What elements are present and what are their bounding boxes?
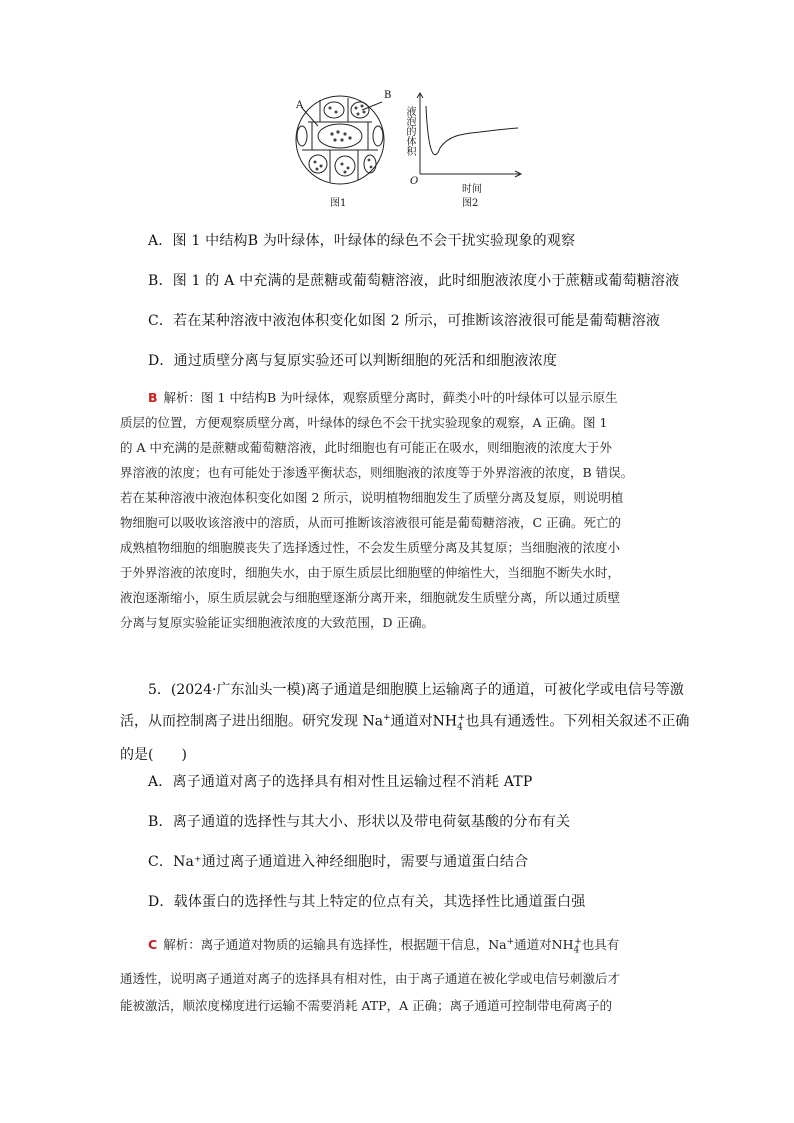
analysis-line: 能被激活，顺浓度梯度进行运输不需要消耗 ATP，A 正确；离子通道可控制带电荷离子的 bbox=[120, 997, 613, 1013]
caption-1: 图1 bbox=[330, 198, 347, 209]
label-a: A bbox=[296, 100, 304, 111]
analysis-line: 成熟植物细胞的细胞膜丧失了选择透过性，不会发生质壁分离及其复原；当细胞液的浓度小 bbox=[120, 540, 621, 555]
q4-analysis bbox=[120, 385, 676, 635]
q5-option-b: B．离子通道的选择性与其大小、形状以及带电荷氨基酸的分布有关 bbox=[148, 814, 571, 830]
q4-option-c: C．若在某种溶液中液泡体积变化如图 2 所示，可推断该溶液很可能是葡萄糖溶液 bbox=[148, 313, 661, 329]
q5-option-a: A．离子通道对离子的选择具有相对性且运输过程不消耗 ATP bbox=[148, 774, 533, 790]
origin-label: O bbox=[410, 176, 419, 187]
q5-line: 活，从而控制离子进出细胞。研究发现 Na+通道对$NH_4^+$也具有通透性。下列相关叙述不正确 bbox=[120, 713, 690, 733]
q5-option-d: D．载体蛋白的选择性与其上特定的位点有关，其选择性比通道蛋白强 bbox=[148, 894, 586, 910]
answer-letter: C bbox=[148, 937, 158, 953]
analysis-line: 质层的位置，方便观察质壁分离，叶绿体的绿色不会干扰实验现象的观察，A 正确。图 1 bbox=[120, 415, 608, 430]
figure bbox=[290, 92, 530, 208]
analysis-line bbox=[120, 385, 676, 410]
graph bbox=[417, 93, 521, 177]
x-axis-label: 时间 bbox=[462, 184, 482, 195]
analysis-line: 分离与复原实验能证实细胞液浓度的大致范围，D 正确。 bbox=[120, 615, 434, 630]
analysis-line: 若在某种溶液中液泡体积变化如图 2 所示，说明植物细胞发生了质壁分离及复原，则说明植 bbox=[120, 490, 624, 505]
q5-analysis bbox=[120, 929, 676, 1019]
q4-option-a: A．图 1 中结构B 为叶绿体，叶绿体的绿色不会干扰实验现象的观察 bbox=[148, 233, 576, 249]
question-5 bbox=[120, 676, 690, 769]
q4-option-b: B．图 1 的 A 中充满的是蔗糖或葡萄糖溶液，此时细胞液浓度小于蔗糖或葡萄糖溶液 bbox=[148, 273, 680, 289]
analysis-label: 解析： bbox=[163, 390, 202, 405]
label-b: B bbox=[384, 90, 392, 101]
analysis-line: 界溶液的浓度；也有可能处于渗透平衡状态，则细胞液的浓度等于外界溶液的浓度，B 错误。 bbox=[120, 465, 634, 480]
q5-option-c: C．Na⁺通过离子通道进入神经细胞时，需要与通道蛋白结合 bbox=[148, 854, 529, 870]
analysis-line: 于外界溶液的浓度时，细胞失水，由于原生质层比细胞壁的伸缩性大，当细胞不断失水时， bbox=[120, 565, 621, 580]
analysis-label: 解析： bbox=[163, 937, 201, 953]
analysis-line: 物细胞可以吸收该溶液中的溶质，从而可推断该溶液很可能是葡萄糖溶液，C 正确。死亡的 bbox=[120, 515, 622, 530]
q5-line: 5．(2024·广东汕头一模)离子通道是细胞膜上运输离子的通道，可被化学或电信号等激 bbox=[148, 682, 684, 698]
answer-letter: B bbox=[148, 390, 158, 405]
analysis-line: 的 A 中充满的是蔗糖或葡萄糖溶液，此时细胞也有可能正在吸水，则细胞液的浓度大于外 bbox=[120, 440, 612, 455]
volume-curve bbox=[426, 106, 518, 155]
y-axis-label: 液泡的体积 bbox=[404, 106, 415, 156]
caption-2: 图2 bbox=[462, 198, 479, 209]
analysis-line: C 解析：离子通道对物质的运输具有选择性，根据题干信息，Na+通道对$NH_4^+$也具有 bbox=[148, 937, 620, 956]
analysis-text: 图 1 中结构B 为叶绿体，观察质壁分离时，藓类小叶的叶绿体可以显示原生 bbox=[201, 390, 618, 405]
analysis-line: 通透性，说明离子通道对离子的选择具有相对性，由于离子通道在被化学或电信号刺激后才 bbox=[120, 970, 621, 986]
cell-diagram bbox=[296, 96, 384, 184]
analysis-line: 液泡逐渐缩小，原生质层就会与细胞壁逐渐分离开来，细胞就发生质壁分离，所以通过质壁 bbox=[120, 590, 621, 605]
q4-option-d: D．通过质壁分离与复原实验还可以判断细胞的死活和细胞液浓度 bbox=[148, 353, 558, 369]
q5-line: 的是( ) bbox=[120, 747, 187, 764]
